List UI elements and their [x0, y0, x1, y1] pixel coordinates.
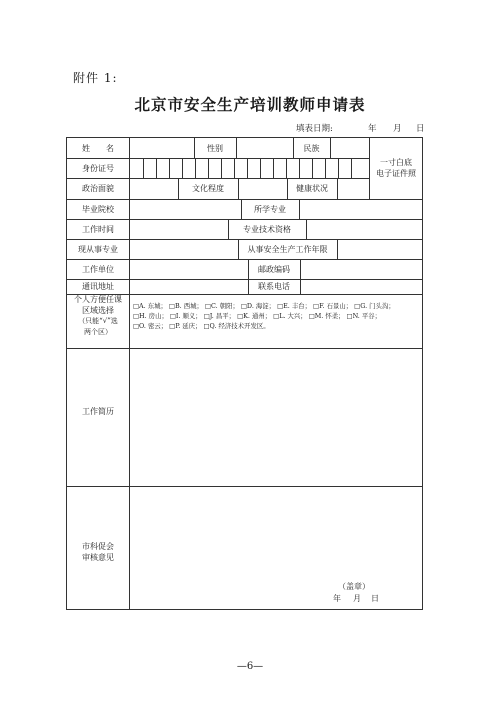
review-label-line2: 审核意见 — [82, 553, 114, 562]
title-qualification-field[interactable] — [307, 220, 421, 238]
seal-year: 年 — [333, 594, 341, 603]
health-field[interactable] — [338, 179, 368, 198]
major-field[interactable] — [300, 200, 421, 218]
work-start-field[interactable] — [130, 220, 227, 238]
district-label — [67, 295, 129, 337]
seal-day: 日 — [371, 594, 379, 603]
application-form — [66, 137, 423, 610]
district-options-line1[interactable]: □A. 东城； □B. 西城； □C. 朝阳； □D. 海淀； □E. 丰台； □F. 石景山； □G. 门头沟； — [133, 302, 395, 310]
gender-field[interactable] — [237, 139, 292, 157]
label-name: 姓 名 — [82, 144, 114, 153]
fill-date-month: 月 — [393, 124, 402, 134]
photo-label-line1: 一寸白底 — [380, 158, 412, 167]
district-label-line2: 区域选择 — [82, 305, 114, 315]
current-field-field[interactable] — [130, 240, 237, 258]
photo-box[interactable] — [370, 157, 422, 179]
district-options-line3[interactable]: □O. 密云； □P. 延庆； □Q. 经济技术开发区。 — [133, 322, 270, 330]
seal-month: 月 — [353, 594, 361, 603]
postal-code-field[interactable] — [301, 260, 421, 278]
label-title-qualification: 专业技术资格 — [243, 225, 291, 234]
photo-label-line2: 电子证件照 — [376, 169, 416, 178]
review-label-line1: 市科促会 — [82, 542, 114, 551]
district-label-line1: 个人方便任课 — [74, 295, 122, 304]
district-options-line2[interactable]: □H. 房山； □I. 顺义； □J. 昌平； □K. 通州； □L. 大兴； □M. 怀柔； □N. 平谷； — [133, 312, 382, 320]
label-address: 通讯地址 — [82, 282, 114, 291]
district-label-line4: 两个区） — [84, 327, 112, 336]
label-gender: 性别 — [207, 144, 223, 153]
label-work-history: 工作简历 — [82, 407, 114, 416]
label-current-field: 现从事专业 — [78, 245, 118, 254]
fill-date-day: 日 — [416, 124, 425, 134]
label-school: 毕业院校 — [82, 205, 114, 214]
label-safety-years: 从事安全生产工作年限 — [247, 245, 328, 254]
political-status-field[interactable] — [130, 179, 177, 198]
district-options[interactable] — [133, 301, 395, 331]
work-history-field[interactable] — [130, 349, 421, 485]
label-employer: 工作单位 — [82, 265, 114, 274]
label-id-number: 身份证号 — [82, 164, 114, 173]
label-education: 文化程度 — [192, 184, 224, 193]
label-major: 所学专业 — [254, 205, 286, 214]
label-postal-code: 邮政编码 — [258, 265, 290, 274]
name-field[interactable] — [130, 139, 193, 157]
employer-field[interactable] — [130, 260, 247, 278]
safety-years-field[interactable] — [338, 240, 421, 258]
attachment-label: 附件 1: — [73, 71, 118, 85]
label-phone: 联系电话 — [258, 282, 290, 291]
fill-date-label: 填表日期: — [296, 124, 333, 134]
label-work-start: 工作时间 — [82, 225, 114, 234]
phone-field[interactable] — [301, 280, 421, 293]
ethnicity-field[interactable] — [331, 139, 368, 157]
fill-date-year: 年 — [368, 124, 377, 134]
review-field[interactable] — [130, 487, 421, 608]
education-field[interactable] — [239, 179, 286, 198]
school-field[interactable] — [130, 200, 240, 218]
seal-label: （盖章） — [338, 582, 370, 591]
label-political-status: 政治面貌 — [82, 184, 114, 193]
page-title: 北京市安全生产培训教师申请表 — [134, 96, 366, 114]
district-label-line3: （只能“√”选 — [78, 317, 118, 325]
page-number: —6— — [236, 661, 264, 672]
address-field[interactable] — [130, 280, 247, 293]
review-label — [67, 541, 129, 563]
label-ethnicity: 民族 — [303, 144, 320, 153]
id-number-field[interactable] — [130, 159, 368, 177]
label-health: 健康状况 — [296, 184, 328, 193]
